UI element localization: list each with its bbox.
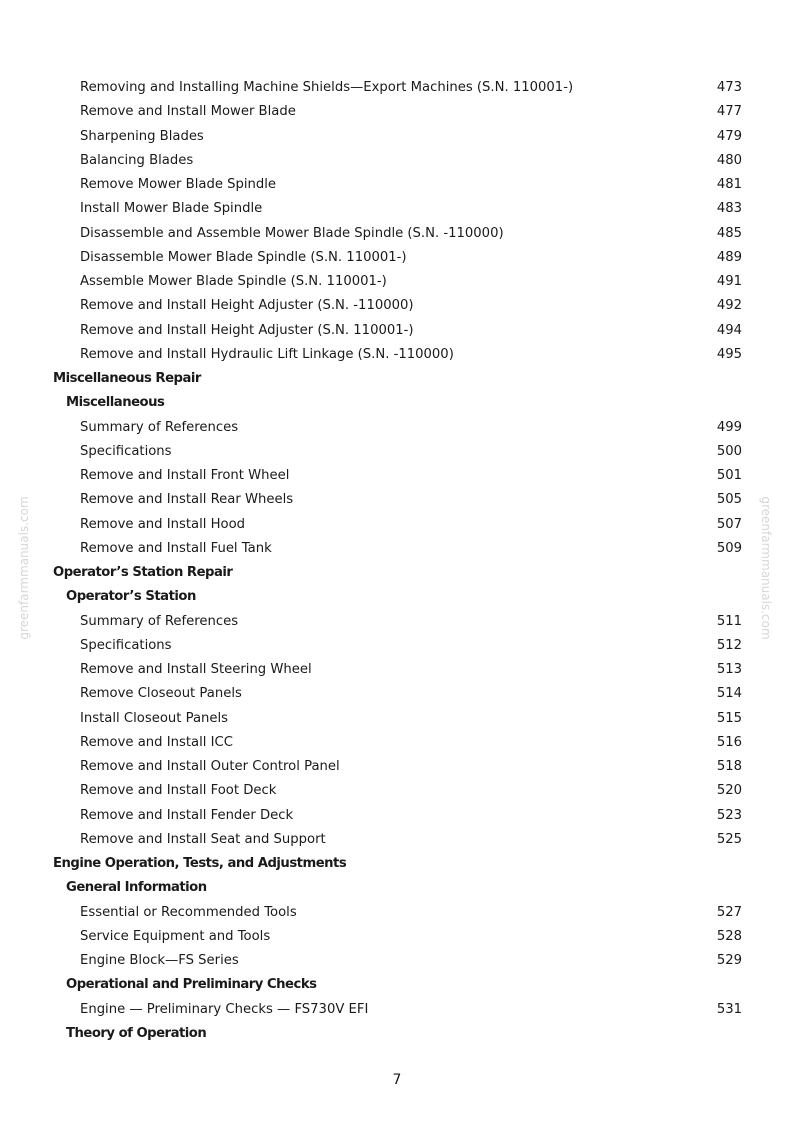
toc-entry [0,610,794,634]
toc-entry-title: Remove and Install Steering Wheel [80,662,312,677]
page-number: 7 [392,1072,402,1088]
toc-entry-title: Balancing Blades [80,152,194,168]
toc-entry [0,707,794,731]
toc-entry [0,246,794,270]
toc-entry [0,658,794,682]
toc-entry [0,440,794,464]
toc-entry-page: 477 [716,104,742,120]
toc-entry-page: 485 [716,225,742,241]
toc-entry-page: 512 [716,637,742,653]
toc-entry-title: Disassemble and Assemble Mower Blade Spindle (S.N. -110000) [80,225,504,241]
toc-entry-page: 489 [716,249,742,265]
toc-entry-title: Remove Closeout Panels [80,686,242,702]
toc-entry [0,634,794,658]
toc-entry [0,537,794,561]
toc-entry-page: 505 [716,492,742,508]
toc-entry-title: Remove Mower Blade Spindle [80,177,277,192]
toc-entry [0,343,794,367]
toc-entry-title: Operational and Preliminary Checks [66,977,317,993]
toc-entry-title: Sharpening Blades [80,128,204,144]
toc-entry-page: 514 [716,686,742,702]
toc-entry-page: 528 [716,928,742,944]
toc-entry-page: 513 [716,662,742,677]
toc-entry [0,222,794,246]
toc-entry [0,488,794,512]
toc-entry-title: Disassemble Mower Blade Spindle (S.N. 110001-) [80,249,407,265]
toc-entry-title: Remove and Install Seat and Support [80,831,326,847]
toc-entry-title: Engine Block—FS Series [80,953,239,968]
toc-entry-page: 518 [716,759,742,774]
toc-entry-page: 527 [716,904,742,920]
toc-entry-title: Assemble Mower Blade Spindle (S.N. 110001-) [80,274,387,289]
toc-entry-page: 492 [716,298,742,314]
toc-entry-page: 499 [716,419,742,435]
toc-entry [0,998,794,1022]
toc-entry-page: 511 [716,613,742,629]
toc-entry-title: Remove and Install Fuel Tank [80,540,272,556]
toc-entry-page: 483 [716,201,742,217]
toc-entry [0,149,794,173]
toc-entry-page: 500 [716,443,742,459]
toc-entry [0,464,794,488]
toc-entry-title: Engine — Preliminary Checks — FS730V EFI [80,1001,369,1017]
toc-entry [0,294,794,318]
toc-entry [0,731,794,755]
toc-entry-page: 520 [716,783,742,799]
toc-entry-title: Install Mower Blade Spindle [80,201,263,217]
toc-entry-page: 507 [716,516,742,532]
toc-entry-page: 523 [716,807,742,823]
toc-entry [0,949,794,973]
toc-entry [0,416,794,440]
toc-entry-title: Specifications [80,443,172,459]
toc-entry-title: General Information [66,880,207,896]
toc-subsection-heading [0,391,794,415]
toc-entry [0,173,794,197]
toc-entry-title: Remove and Install Fender Deck [80,807,294,823]
toc-entry-title: Remove and Install Height Adjuster (S.N. 110001-) [80,322,414,338]
toc-entry-page: 494 [716,322,742,338]
watermark-left: greenfarmmanuals.com [17,496,31,640]
toc-entry-page: 481 [716,177,742,192]
toc-entry-title: Remove and Install Mower Blade [80,104,296,120]
toc-entry [0,779,794,803]
toc-entry-title: Remove and Install Hood [80,516,246,532]
toc-entry-title: Removing and Installing Machine Shields—Export Machines (S.N. 110001-) [80,80,574,95]
toc-entry-page: 516 [716,734,742,750]
toc-entry-page: 501 [716,468,742,483]
toc-entry-title: Summary of References [80,613,239,629]
toc-entry-title: Remove and Install Front Wheel [80,468,290,483]
toc-entry [0,755,794,779]
toc-entry-page: 491 [716,274,742,289]
toc-section-heading [0,852,794,876]
toc-entry [0,76,794,100]
toc-entry [0,925,794,949]
watermark-right: greenfarmmanuals.com [759,496,773,640]
toc-entry-title: Operator’s Station [66,589,196,605]
toc-entry-title: Install Closeout Panels [80,710,229,726]
toc-entry-title: Essential or Recommended Tools [80,904,297,920]
toc-entry-title: Miscellaneous Repair [53,371,201,386]
toc-entry-title: Remove and Install Height Adjuster (S.N. -110000) [80,298,414,314]
toc-entry [0,901,794,925]
toc-entry-title: Remove and Install Hydraulic Lift Linkage (S.N. -110000) [80,346,454,362]
toc-subsection-heading [0,973,794,997]
toc-entry-page: 515 [716,710,742,726]
toc-entry-title: Remove and Install Foot Deck [80,783,277,799]
toc-entry-page: 509 [716,540,742,556]
toc-entry-title: Remove and Install Outer Control Panel [80,759,340,774]
toc-entry-page: 529 [716,953,742,968]
toc-entry [0,125,794,149]
toc-entry-page: 531 [716,1001,742,1017]
toc-entry-title: Miscellaneous [66,395,165,411]
toc-entry [0,100,794,124]
toc-entry-title: Service Equipment and Tools [80,928,271,944]
toc-entry-page: 479 [716,128,742,144]
table-of-contents [0,76,794,1046]
toc-entry-page: 525 [716,831,742,847]
toc-entry [0,828,794,852]
toc-entry [0,270,794,294]
toc-entry-page: 473 [716,80,742,95]
toc-entry-title: Specifications [80,637,172,653]
toc-entry-title: Operator’s Station Repair [53,565,233,580]
toc-entry [0,319,794,343]
toc-entry-title: Remove and Install ICC [80,734,233,750]
toc-entry [0,513,794,537]
toc-entry [0,682,794,706]
toc-entry-page: 495 [716,346,742,362]
toc-section-heading [0,367,794,391]
toc-entry [0,197,794,221]
toc-subsection-heading [0,585,794,609]
toc-entry-title: Summary of References [80,419,239,435]
toc-section-heading [0,561,794,585]
toc-entry [0,804,794,828]
toc-subsection-heading [0,876,794,900]
toc-subsection-heading [0,1022,794,1046]
toc-entry-title: Theory of Operation [66,1025,207,1041]
toc-entry-title: Engine Operation, Tests, and Adjustments [53,856,347,871]
toc-entry-title: Remove and Install Rear Wheels [80,492,294,508]
toc-entry-page: 480 [716,152,742,168]
